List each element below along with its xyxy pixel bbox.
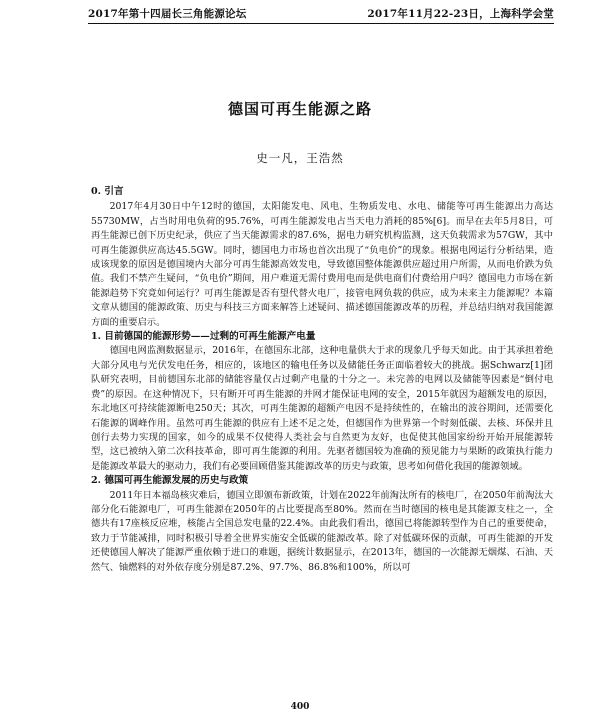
paper-title: 德国可再生能源之路 <box>227 100 372 118</box>
section-2-paragraph: 2011年日本福岛核灾难后，德国立即颁布新政策，计划在2022年前淘汰所有的核电厂，在2050年前淘汰大部分化石能源电厂，可再生能源在2050年的占比要提高至80%。然而在当时德国的核电是其能源支柱之一，全德共有17座核反应堆，核能占全国总发电量的22.4%。由此我们看出，德国已将能源转型作为自己的重要使命，致力于节能减排，同时积极引导着全世界实施安全低碳的能源改革。除了对低碳环保的贡献，可再生能源的开发还使德国人解决了能源严重依赖于进口的难题，据统计数据显示，在2013年，德国的一次能源无烟煤、石油、天然气、铀燃料的对外依存度分别是87.2%、97.7%、86.8%和100%，所以可 <box>91 489 553 573</box>
intro-heading: 0. 引言 <box>91 186 124 197</box>
section-1-paragraph: 德国电网监测数据显示，2016年，在德国东北部，这种电量供大于求的现象几乎每天如此。由于其承担着绝大部分风电与光伏发电任务，相应的，该地区的输电任务以及储能任务正面临着较大的挑战。据Schwarz[1]团队研究表明，目前德国东北部的储能容量仅占过剩产电量的十分之一。未完善的电网以及储能等因素是“倒付电费”的原因。在这种情况下，只有断开可再生能源的并网才能保证电网的安全，2015年就因为超额发电的原因，东北地区可持续能源断电250天；其次，可再生能源的超额产电因不是持续性的，在输出的波谷期间，还需要化石能源的调峰作用。虽然可再生能源的供应有上述不足之处，但德国作为世界第一个时刻低碳、去核、环保并且创行去势力实现的国家，如今的成果不仅使得人类社会与自然更为友好，也促使其他国家纷纷开始开展能源转型，这已被纳入第二次科技革命，即可再生能源的利用。先驱者德国较为准确的预见能力与果断的政策执行能力是能源改革最大的驱动力，我们有必要回顾借鉴其能源改革的历史与政策，思考如何借化我国的能源领域。 <box>91 345 553 472</box>
section-1-heading: 1. 目前德国的能源形势——过剩的可再生能源产电量 <box>91 331 316 343</box>
running-header <box>88 4 554 22</box>
header-rule <box>88 23 554 24</box>
header-date-venue: 2017年11月22-23日，上海科学会堂 <box>367 7 554 20</box>
section-2-heading: 2. 德国可再生能源发展的历史与政策 <box>91 475 249 487</box>
page-number: 400 <box>290 702 310 712</box>
intro-paragraph: 2017年4月30日中午12时的德国，太阳能发电、风电、生物质发电、水电、储能等可再生能源出力高达55730MW，占当时用电负荷的95.76%，可再生能源发电占当天电力消耗的85%[6]。而早在去年5月8日，可再生能源已创下历史纪录，供应了当天能源需求的87.6%，据电力研究机构监测，这天负载需求为57GW，其中可再生能源供应高达45.5GW。同时，德国电力市场也首次出现了“负电价”的现象。根据电网运行分析结果，造成该现象的原因是德国境内大部分可再生能源高效发电，导致德国整体能源供应超过用户所需，从而电价跌为负值。我们不禁产生疑问，“负电价”期间，用户难道无需付费用电而是供电商们付费给用户吗？德国电力市场在新能源趋势下究竟如何运行？可再生能源是否有望代替火电厂，接管电网负载的供应，成为未来主力能源呢？本篇文章从德国的能源政策、历史与科技三方面来解答上述疑问、描述德国能源改革的历程，并总结归纳对我国能源方面的重要启示。 <box>91 201 553 328</box>
paper-authors: 史一凡，王浩然 <box>256 151 344 165</box>
header-conference: 2017年第十四届长三角能源论坛 <box>88 7 247 20</box>
paper-body <box>91 185 553 575</box>
